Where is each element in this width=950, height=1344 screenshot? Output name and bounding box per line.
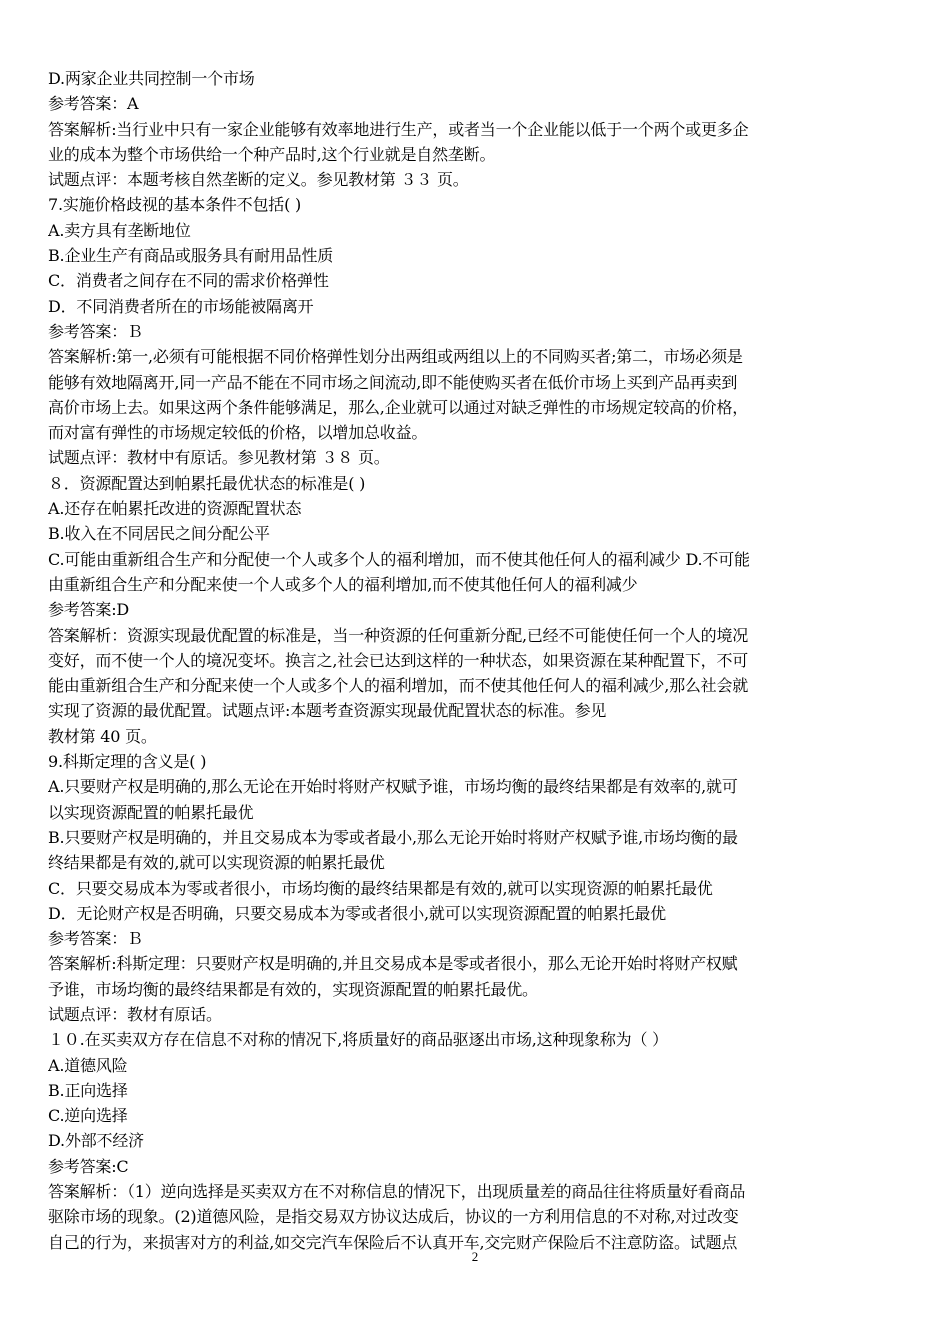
text-line: D．无论财产权是否明确，只要交易成本为零或者很小,就可以实现资源配置的帕累托最优 bbox=[48, 903, 666, 923]
text-line: A.还存在帕累托改进的资源配置状态 bbox=[48, 499, 302, 519]
text-line: 答案解析：（1）逆向选择是买卖双方在不对称信息的情况下，出现质量差的商品往往将质量好看商品 bbox=[48, 1182, 746, 1202]
text-line: 参考答案:C bbox=[48, 1156, 129, 1176]
text-line: 教材第 40 页。 bbox=[48, 726, 157, 746]
text-line: 以实现资源配置的帕累托最优 bbox=[48, 802, 254, 822]
text-line: ８．资源配置达到帕累托最优状态的标准是( ) bbox=[48, 473, 366, 493]
text-line: 答案解析:当行业中只有一家企业能够有效率地进行生产，或者当一个企业能以低于一个两个或更多企 bbox=[48, 119, 749, 139]
text-line: 变好，而不使一个人的境况变坏。换言之,社会已达到这样的一种状态，如果资源在某种配置下，不可 bbox=[48, 650, 749, 670]
text-line: 终结果都是有效的,就可以实现资源的帕累托最优 bbox=[48, 853, 385, 873]
text-line: A.只要财产权是明确的,那么无论在开始时将财产权赋予谁，市场均衡的最终结果都是有效率的,就可 bbox=[48, 777, 738, 797]
text-line: 参考答案：Ｂ bbox=[48, 929, 143, 949]
text-line: D．不同消费者所在的市场能被隔离开 bbox=[48, 296, 314, 316]
text-line: B.只要财产权是明确的，并且交易成本为零或者最小,那么无论开始时将财产权赋予谁,市场均衡的最 bbox=[48, 827, 738, 847]
text-line: B.收入在不同居民之间分配公平 bbox=[48, 524, 270, 544]
text-line: 答案解析：资源实现最优配置的标准是，当一种资源的任何重新分配,已经不可能使任何一个人的境况 bbox=[48, 625, 749, 645]
text-line: 参考答案：A bbox=[48, 94, 139, 114]
text-line: 而对富有弹性的市场规定较低的价格，以增加总收益。 bbox=[48, 423, 428, 443]
text-line: 实现了资源的最优配置。试题点评:本题考查资源实现最优配置状态的标准。参见 bbox=[48, 701, 607, 721]
text-line: 能由重新组合生产和分配来使一个人或多个人的福利增加，而不使其他任何人的福利减少,那么社会就 bbox=[48, 676, 749, 696]
text-line: 高价市场上去。如果这两个条件能够满足，那么,企业就可以通过对缺乏弹性的市场规定较高的价格， bbox=[48, 397, 749, 417]
text-line: C．只要交易成本为零或者很小，市场均衡的最终结果都是有效的,就可以实现资源的帕累托最优 bbox=[48, 878, 713, 898]
text-line: 试题点评：教材中有原话。参见教材第 ３８ 页。 bbox=[48, 448, 390, 468]
text-line: 答案解析:科斯定理：只要财产权是明确的,并且交易成本是零或者很小，那么无论开始时将财产权赋 bbox=[48, 954, 738, 974]
text-line: A.卖方具有垄断地位 bbox=[48, 220, 191, 240]
text-line: １０.在买卖双方存在信息不对称的情况下,将质量好的商品驱逐出市场,这种现象称为（ ） bbox=[48, 1030, 668, 1050]
text-line: 参考答案:D bbox=[48, 600, 130, 620]
text-line: 由重新组合生产和分配来使一个人或多个人的福利增加,而不使其他任何人的福利减少 bbox=[48, 574, 638, 594]
text-line: 9.科斯定理的含义是( ) bbox=[48, 752, 207, 772]
text-line: 能够有效地隔离开,同一产品不能在不同市场之间流动,即不能使购买者在低价市场上买到产品再卖到 bbox=[48, 372, 738, 392]
text-line: C.可能由重新组合生产和分配使一个人或多个人的福利增加，而不使其他任何人的福利减少 D.不可能 bbox=[48, 549, 750, 569]
text-line: 参考答案：Ｂ bbox=[48, 321, 143, 341]
text-line: D.两家企业共同控制一个市场 bbox=[48, 69, 255, 88]
text-line: D.外部不经济 bbox=[48, 1131, 144, 1151]
text-line: 试题点评：本题考核自然垄断的定义。参见教材第 ３３ 页。 bbox=[48, 170, 469, 190]
text-line: 业的成本为整个市场供给一个种产品时,这个行业就是自然垄断。 bbox=[48, 144, 496, 164]
text-line: 驱除市场的现象。(2)道德风险，是指交易双方协议达成后，协议的一方利用信息的不对称,对过改变 bbox=[48, 1207, 739, 1227]
text-line: B.企业生产有商品或服务具有耐用品性质 bbox=[48, 246, 334, 266]
text-line: 7.实施价格歧视的基本条件不包括( ) bbox=[48, 195, 302, 215]
text-line: 自己的行为，来损害对方的利益,如交完汽车保险后不认真开车,交完财产保险后不注意防盗。试题点 bbox=[48, 1232, 738, 1252]
text-line: 试题点评：教材有原话。 bbox=[48, 1004, 222, 1024]
text-line: C.逆向选择 bbox=[48, 1106, 128, 1126]
text-line: 予谁，市场均衡的最终结果都是有效的，实现资源配置的帕累托最优。 bbox=[48, 979, 538, 999]
text-line: B.正向选择 bbox=[48, 1080, 128, 1100]
document-body bbox=[48, 66, 908, 1255]
text-line: C．消费者之间存在不同的需求价格弹性 bbox=[48, 271, 329, 291]
page-number: 2 bbox=[471, 1249, 479, 1264]
text-line: 答案解析:第一,必须有可能根据不同价格弹性划分出两组或两组以上的不同购买者;第二，市场必须是 bbox=[48, 347, 743, 367]
text-line: A.道德风险 bbox=[48, 1055, 128, 1075]
